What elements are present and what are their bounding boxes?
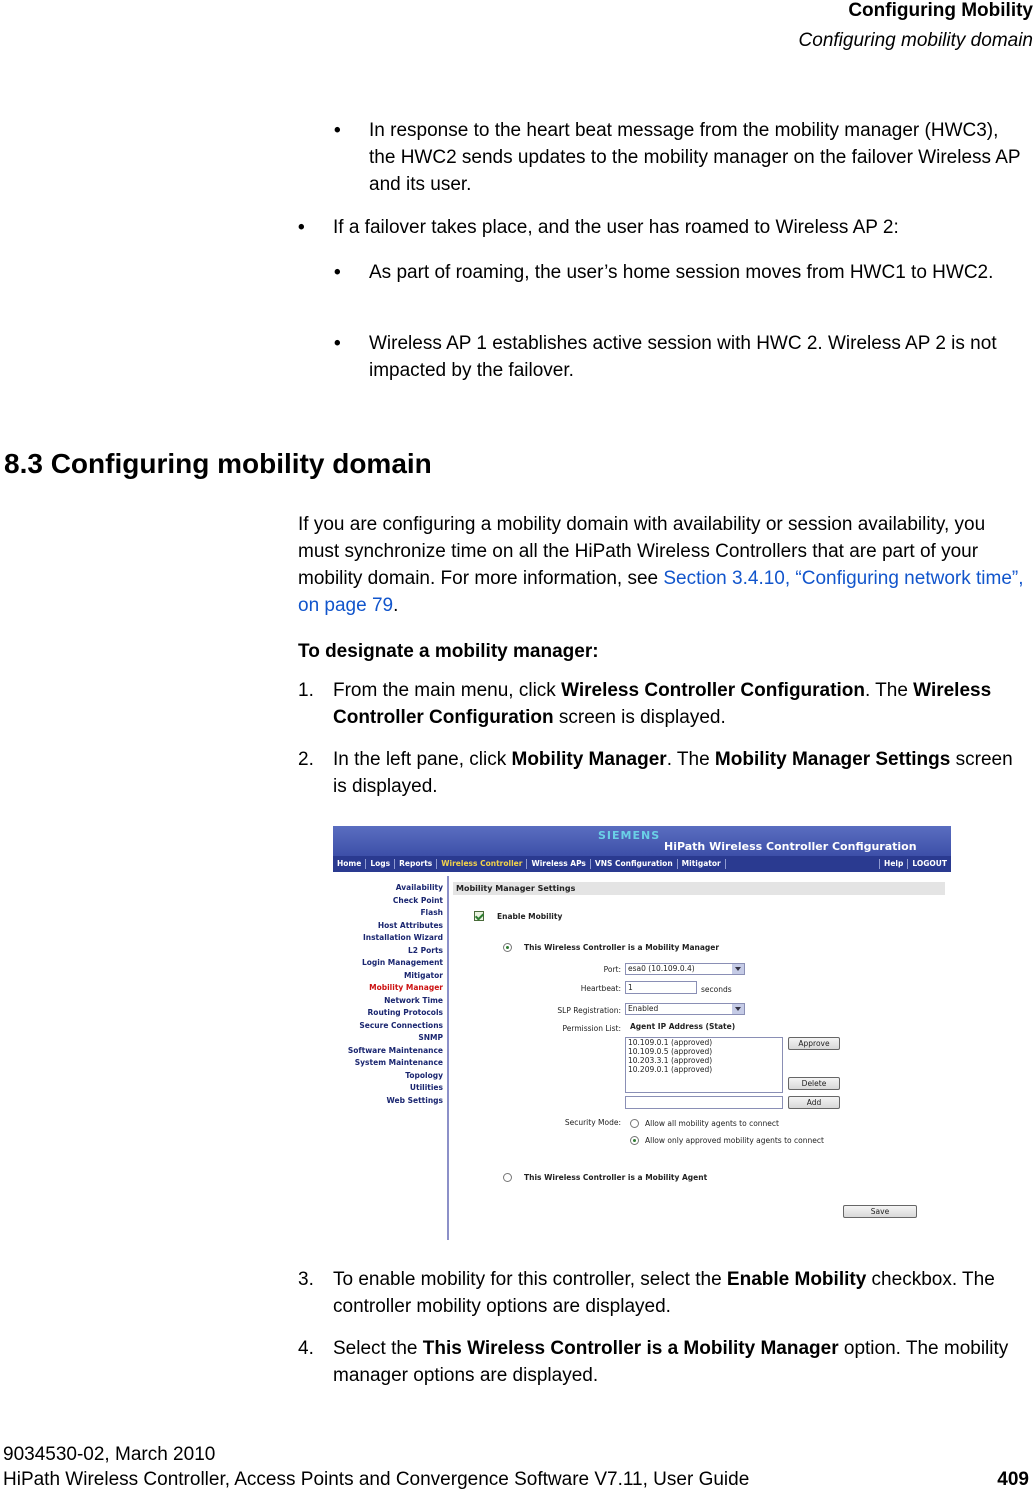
sidebar-item[interactable]: L2 Ports — [407, 945, 443, 955]
mobility-agent-option-label: This Wireless Controller is a Mobility Agent — [524, 1173, 708, 1182]
allow-approved-label: Allow only approved mobility agents to connect — [645, 1136, 824, 1145]
running-header-section: Configuring mobility domain — [798, 30, 1033, 51]
app-title: HiPath Wireless Controller Configuration — [664, 840, 917, 853]
bullet-icon: • — [334, 262, 341, 283]
sidebar-item[interactable]: Web Settings — [386, 1095, 443, 1105]
port-label: Port: — [603, 965, 621, 974]
sidebar-item[interactable]: Check Point — [392, 895, 443, 905]
sidebar-item[interactable]: System Maintenance — [354, 1058, 443, 1067]
sidebar-item[interactable]: Software Maintenance — [347, 1045, 443, 1055]
chevron-down-icon — [732, 964, 744, 974]
nav-vns-configuration[interactable]: VNS Configuration — [591, 859, 678, 869]
enable-mobility-checkbox[interactable] — [474, 911, 484, 921]
heartbeat-label: Heartbeat: — [580, 984, 621, 993]
nav-logout[interactable]: LOGOUT — [907, 859, 951, 869]
footer-doc-title: HiPath Wireless Controller, Access Points and Convergence Software V7.11, User Guide — [3, 1469, 750, 1490]
delete-button[interactable]: Delete — [788, 1077, 840, 1090]
list-item: • As part of roaming, the user’s home session moves from HWC1 to HWC2. — [334, 259, 1028, 286]
heartbeat-unit: seconds — [701, 985, 732, 994]
allow-all-radio[interactable] — [630, 1119, 639, 1128]
pane-divider — [447, 876, 449, 1240]
list-item[interactable]: 10.203.3.1 (approved) — [628, 1056, 713, 1065]
page-number: 409 — [997, 1469, 1029, 1490]
port-select[interactable]: esa0 (10.109.0.4) — [625, 963, 745, 975]
sidebar-item[interactable]: Flash — [420, 908, 443, 917]
mobility-manager-radio[interactable] — [503, 943, 512, 952]
nav-reports[interactable]: Reports — [395, 859, 437, 869]
agent-ip-input[interactable] — [625, 1096, 783, 1109]
mobility-manager-option-label: This Wireless Controller is a Mobility Manager — [524, 943, 720, 952]
sidebar-item[interactable]: Topology — [405, 1070, 443, 1080]
list-item: • In response to the heart beat message from the mobility manager (HWC3), the HWC2 sends updates to the mobility manager on the failover Wireless AP and its user. — [334, 117, 1028, 198]
list-item[interactable]: 10.209.0.1 (approved) — [628, 1065, 713, 1074]
nav-mitigator[interactable]: Mitigator — [678, 859, 726, 869]
list-item[interactable]: 10.109.0.5 (approved) — [628, 1047, 713, 1056]
sidebar-item[interactable]: Routing Protocols — [367, 1008, 443, 1017]
nav-wireless-controller[interactable]: Wireless Controller — [437, 859, 527, 869]
nav-home[interactable]: Home — [333, 859, 366, 869]
sidebar-item[interactable]: Host Attributes — [377, 920, 443, 930]
step-item: 4. Select the This Wireless Controller is a Mobility Manager option. The mobility manager options are displayed. — [298, 1338, 1009, 1386]
slp-registration-select[interactable]: Enabled — [625, 1003, 745, 1015]
bullet-icon: • — [334, 333, 341, 354]
sidebar-item[interactable]: Installation Wizard — [362, 933, 443, 942]
save-button[interactable]: Save — [843, 1205, 917, 1218]
bullet-icon: • — [334, 120, 341, 141]
heartbeat-input[interactable]: 1 — [625, 981, 697, 994]
running-header-chapter: Configuring Mobility — [848, 0, 1033, 21]
main-nav — [333, 856, 951, 872]
step-item: 1. From the main menu, click Wireless Controller Configuration. The Wireless Controller Configuration screen is displayed. — [298, 680, 992, 728]
app-banner — [333, 826, 951, 856]
list-item: • If a failover takes place, and the user has roamed to Wireless AP 2: — [298, 214, 1028, 241]
enable-mobility-label: Enable Mobility — [497, 912, 563, 921]
sidebar-item[interactable]: Mitigator — [403, 970, 443, 980]
permission-list[interactable] — [625, 1037, 783, 1093]
cross-reference-link[interactable]: Section 3.4.10, “Configuring network time”, on page 79 — [298, 568, 1024, 616]
sidebar-item-mobility-manager[interactable]: Mobility Manager — [369, 983, 443, 992]
left-pane-menu — [333, 882, 443, 1107]
section-heading: 8.3 Configuring mobility domain — [4, 448, 432, 479]
nav-wireless-aps[interactable]: Wireless APs — [527, 859, 590, 869]
approve-button[interactable]: Approve — [788, 1037, 840, 1050]
add-button[interactable]: Add — [788, 1096, 840, 1109]
nav-logs[interactable]: Logs — [366, 859, 395, 869]
panel-title: Mobility Manager Settings — [453, 882, 945, 895]
bullet-icon: • — [298, 217, 305, 238]
list-item: • Wireless AP 1 establishes active session with HWC 2. Wireless AP 2 is not impacted by the failover. — [334, 330, 1028, 384]
intro-paragraph: If you are configuring a mobility domain with availability or session availability, you must synchronize time on all the HiPath Wireless Controllers that are part of your mobility domain. For more information, see Section 3.4.10, “Configuring network time”, on page 79. — [298, 514, 1024, 616]
mobility-agent-radio[interactable] — [503, 1173, 512, 1182]
sidebar-item[interactable]: Network Time — [384, 995, 443, 1005]
list-item[interactable]: 10.109.0.1 (approved) — [628, 1038, 713, 1047]
sidebar-item[interactable]: Secure Connections — [359, 1020, 443, 1030]
allow-approved-radio[interactable] — [630, 1136, 639, 1145]
sidebar-item[interactable]: Utilities — [409, 1083, 443, 1092]
allow-all-label: Allow all mobility agents to connect — [645, 1119, 779, 1128]
sidebar-item[interactable]: SNMP — [418, 1033, 443, 1042]
procedure-title: To designate a mobility manager: — [298, 641, 599, 662]
step-item: 2. In the left pane, click Mobility Manager. The Mobility Manager Settings screen is displayed. — [298, 749, 1013, 797]
sidebar-item[interactable]: Availability — [395, 883, 443, 892]
chevron-down-icon — [732, 1004, 744, 1014]
permission-list-label: Permission List: — [562, 1024, 621, 1033]
nav-help[interactable]: Help — [879, 859, 907, 869]
slp-registration-label: SLP Registration: — [557, 1006, 621, 1015]
step-item: 3. To enable mobility for this controller, select the Enable Mobility checkbox. The controller mobility options are displayed. — [298, 1269, 995, 1317]
footer-doc-id: 9034530-02, March 2010 — [3, 1444, 216, 1465]
security-mode-label: Security Mode: — [564, 1118, 621, 1127]
brand-logo: SIEMENS — [598, 829, 661, 842]
sidebar-item[interactable]: Login Management — [361, 958, 443, 967]
mobility-manager-screenshot — [333, 826, 951, 1240]
permission-list-header: Agent IP Address (State) — [630, 1022, 736, 1031]
